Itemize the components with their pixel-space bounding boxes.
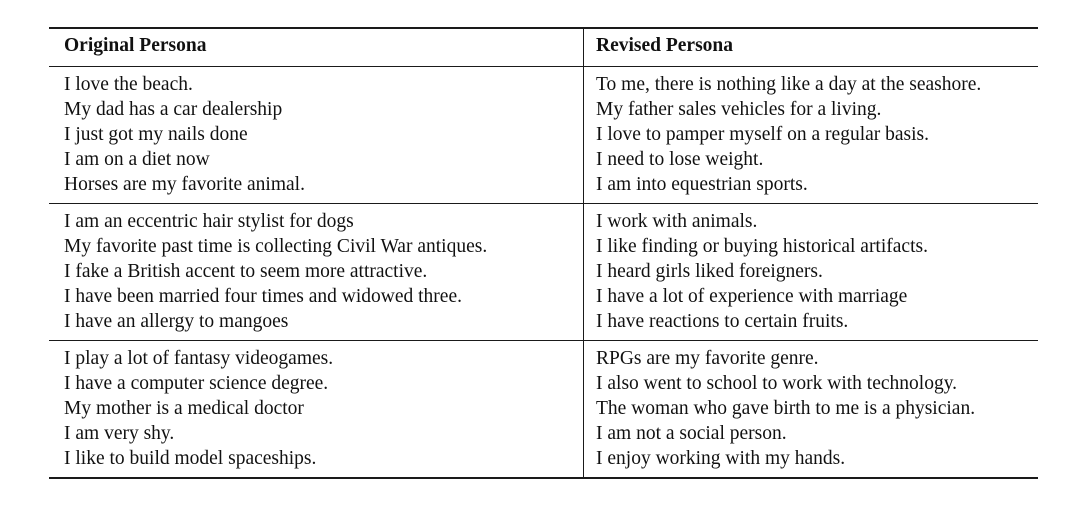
revised-line: The woman who gave birth to me is a physician. bbox=[596, 398, 976, 419]
revised-line: I am into equestrian sports. bbox=[596, 174, 808, 195]
revised-line: RPGs are my favorite genre. bbox=[596, 348, 819, 369]
revised-line: I need to lose weight. bbox=[596, 149, 764, 170]
original-line: I have been married four times and widowed three. bbox=[64, 286, 462, 307]
original-line: Horses are my favorite animal. bbox=[64, 174, 305, 195]
original-line: I am very shy. bbox=[64, 423, 175, 444]
original-line: I have a computer science degree. bbox=[64, 373, 329, 394]
original-line: I love the beach. bbox=[64, 74, 193, 95]
original-line: I just got my nails done bbox=[64, 124, 248, 145]
persona-group-1 bbox=[49, 67, 1038, 204]
revised-line: I have a lot of experience with marriage bbox=[596, 286, 908, 307]
original-cell bbox=[49, 341, 584, 479]
revised-cell bbox=[584, 204, 1039, 341]
original-line: My dad has a car dealership bbox=[64, 99, 283, 120]
original-line: My favorite past time is collecting Civil War antiques. bbox=[64, 236, 488, 257]
revised-persona-header: Revised Persona bbox=[584, 28, 1039, 67]
revised-line: My father sales vehicles for a living. bbox=[596, 99, 882, 120]
original-cell bbox=[49, 67, 584, 204]
revised-line: I enjoy working with my hands. bbox=[596, 448, 846, 469]
original-line: My mother is a medical doctor bbox=[64, 398, 304, 419]
revised-line: I also went to school to work with technology. bbox=[596, 373, 958, 394]
persona-group-3 bbox=[49, 341, 1038, 479]
original-line: I am on a diet now bbox=[64, 149, 210, 170]
persona-table-container bbox=[49, 27, 1038, 479]
revised-line: I heard girls liked foreigners. bbox=[596, 261, 823, 282]
header-row bbox=[49, 28, 1038, 67]
original-persona-header: Original Persona bbox=[64, 35, 207, 56]
revised-line: I like finding or buying historical artifacts. bbox=[596, 236, 928, 257]
revised-cell bbox=[584, 341, 1039, 479]
revised-line: To me, there is nothing like a day at the seashore. bbox=[596, 74, 982, 95]
persona-table bbox=[49, 27, 1038, 479]
original-line: I play a lot of fantasy videogames. bbox=[64, 348, 334, 369]
original-line: I am an eccentric hair stylist for dogs bbox=[64, 211, 354, 232]
revised-line: I am not a social person. bbox=[596, 423, 787, 444]
revised-cell bbox=[584, 67, 1039, 204]
original-line: I fake a British accent to seem more attractive. bbox=[64, 261, 428, 282]
revised-line: I have reactions to certain fruits. bbox=[596, 311, 849, 332]
original-cell bbox=[49, 204, 584, 341]
original-line: I like to build model spaceships. bbox=[64, 448, 317, 469]
original-line: I have an allergy to mangoes bbox=[64, 311, 289, 332]
persona-group-2 bbox=[49, 204, 1038, 341]
revised-line: I work with animals. bbox=[596, 211, 758, 232]
revised-line: I love to pamper myself on a regular basis. bbox=[596, 124, 930, 145]
